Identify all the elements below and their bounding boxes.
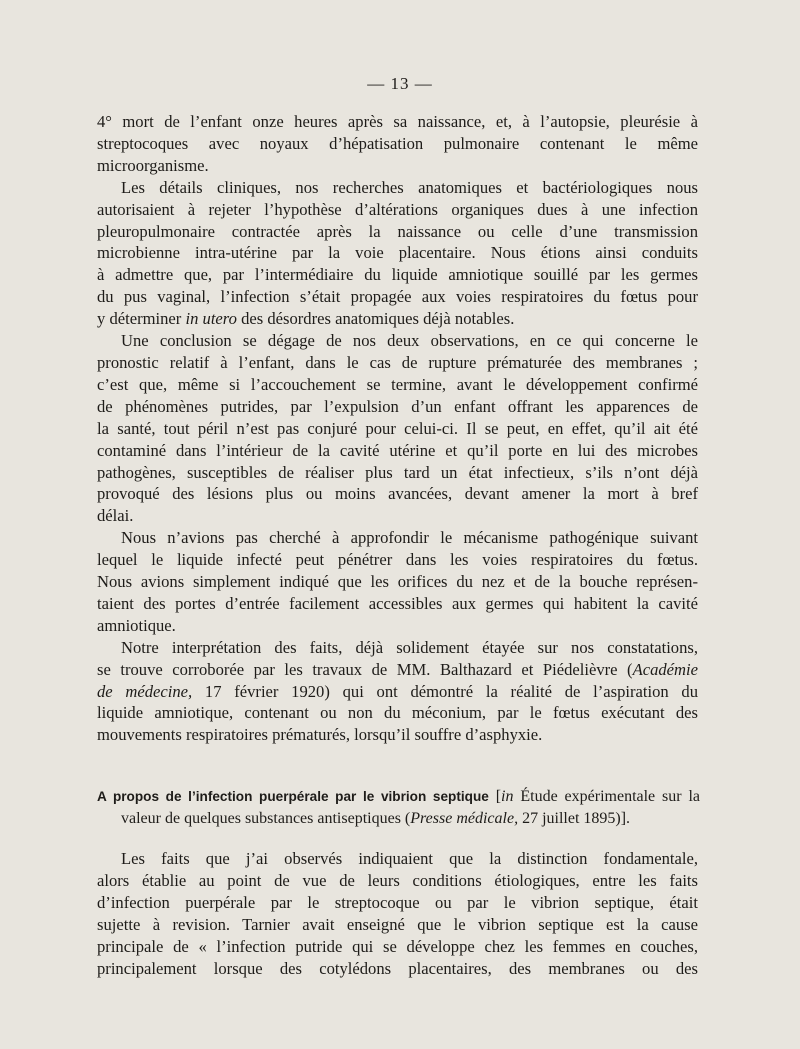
text-line: la santé, tout péril n’est pas conjuré pour celui-ci. Il se peut, en effet, qu’il ait été	[97, 418, 698, 438]
section-body	[97, 848, 698, 979]
text-line: autorisaient à rejeter l’hypothèse d’altérations organiques dues à une infection	[97, 199, 698, 219]
text-line: microorganisme.	[97, 155, 209, 175]
text-line: Notre interprétation des faits, déjà solidement étayée sur nos constatations,	[121, 637, 698, 657]
paragraph-1	[97, 111, 698, 177]
heading-line	[97, 786, 700, 808]
page-number: — 13 —	[367, 74, 433, 93]
text-line: de phénomènes putrides, par l’expulsion d’un enfant offrant les apparences de	[97, 396, 698, 416]
section-heading	[97, 786, 700, 829]
text-segment: se trouve corroborée par les travaux de MM. Balthazard et Piédelièvre (	[97, 659, 633, 679]
text-line: Les détails cliniques, nos recherches anatomiques et bactériologiques nous	[121, 177, 698, 197]
text-segment: valeur de quelques substances antiseptiques (	[121, 809, 411, 827]
text-line: du pus vaginal, l’infection s’était propagée aux voies respiratoires du fœtus pour	[97, 287, 698, 307]
heading-line	[97, 808, 700, 830]
text-line: principalement lorsque des cotylédons placentaires, des membranes ou des	[97, 958, 698, 978]
main-text	[97, 111, 698, 746]
text-line: microbienne intra-utérine par la voie placentaire. Nous étions ainsi conduits	[97, 243, 698, 263]
text-line: délai.	[97, 506, 134, 526]
text-line: pleuropulmonaire contractée après la naissance ou celle d’une transmission	[97, 221, 698, 241]
text-line: Nous avions simplement indiqué que les orifices du nez et de la bouche représen-	[97, 572, 698, 592]
text-segment: 27 juillet 1895)].	[518, 809, 631, 827]
text-line: principale de « l’infection putride qui se développe chez les femmes en couches,	[97, 936, 698, 956]
text-line: Une conclusion se dégage de nos deux observations, en ce qui concerne le	[121, 331, 698, 351]
text-segment: y déterminer	[97, 309, 186, 329]
text-line: alors établie au point de vue de leurs conditions étiologiques, entre les faits	[97, 870, 698, 890]
text-line	[97, 659, 698, 681]
text-line: pronostic relatif à l’enfant, dans le cas de rupture prématurée des membranes ;	[97, 352, 698, 372]
text-line: contaminé dans l’intérieur de la cavité utérine et qu’il porte en lui des microbes	[97, 440, 698, 460]
text-line: liquide amniotique, contenant ou non du méconium, par le fœtus exécutant des	[97, 703, 698, 723]
italic-term: de médecine,	[97, 681, 193, 701]
text-segment: [	[488, 788, 502, 805]
paragraph-5	[97, 637, 698, 747]
text-segment: Étude expérimentale sur la	[513, 788, 701, 805]
text-line: mouvements respiratoires prématurés, lorsqu’il souffre d’asphyxie.	[97, 725, 543, 745]
text-line: d’infection puerpérale par le streptocoque ou par le vibrion septique, était	[97, 892, 698, 912]
text-line: c’est que, même si l’accouchement se termine, avant le développement confirmé	[97, 374, 698, 394]
text-segment: des désordres anatomiques déjà notables.	[236, 309, 515, 329]
text-line: Nous n’avions pas cherché à approfondir le mécanisme pathogénique suivant	[121, 528, 698, 548]
italic-term: Presse médicale,	[410, 809, 519, 827]
text-line: streptocoques avec noyaux d’hépatisation pulmonaire contenant le même	[97, 133, 698, 153]
text-line: lequel le liquide infecté peut pénétrer dans les voies respiratoires du fœtus.	[97, 550, 698, 570]
paragraph-2	[97, 177, 698, 330]
text-segment: 17 février 1920) qui ont démontré la réalité de l’aspiration du	[192, 681, 698, 701]
text-line: Les faits que j’ai observés indiquaient que la distinction fondamentale,	[121, 849, 698, 868]
paragraph-3	[97, 330, 698, 527]
text-line: provoqué des lésions plus ou moins avancées, devant amener la mort à bref	[97, 484, 698, 504]
paragraph-4	[97, 527, 698, 637]
text-line	[97, 681, 698, 703]
italic-term: in utero	[185, 309, 237, 329]
heading-title: A propos de l’infection puerpérale par le vibrion septique	[97, 789, 489, 804]
text-line: 4° mort de l’enfant onze heures après sa naissance, et, à l’autopsie, pleurésie à	[97, 112, 698, 131]
text-line: taient des portes d’entrée facilement accessibles aux germes qui habitent la cavité	[97, 593, 698, 613]
italic-term: in	[501, 788, 514, 805]
text-line: amniotique.	[97, 615, 176, 635]
text-line: à admettre que, par l’intermédiaire du liquide amniotique souillé par les germes	[97, 265, 698, 285]
italic-term: Académie	[632, 659, 698, 679]
text-line: sujette à revision. Tarnier avait enseigné que le vibrion septique est la cause	[97, 914, 698, 934]
text-line: pathogènes, susceptibles de réaliser plus tard un état infectieux, s’ils n’ont déjà	[97, 462, 698, 482]
text-line	[97, 308, 698, 330]
